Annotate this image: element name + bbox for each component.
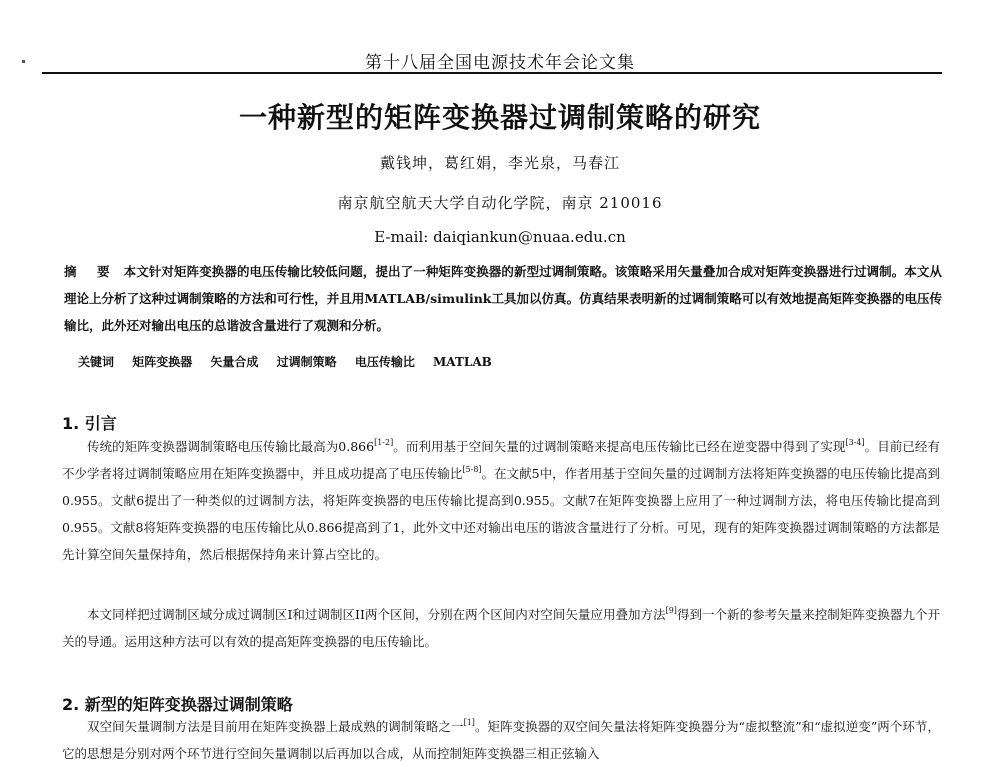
keyword-item: 过调制策略 <box>276 355 337 369</box>
keywords-label: 关键词 <box>78 355 115 369</box>
citation: [9] <box>665 606 677 615</box>
intro-p1-text-d: 。在文献5中，作者用基于空间矢量的过调制方法将矩阵变换器的电压传输比提高到0.955。文献6提出了一种类似的过调制方法，将矩阵变换器的电压传输比提高到0.955。文献7在矩阵变换器上应用了一种过调制方法，将电压传输比提高到0.955。文献8将矩阵变换器的电压传输比从0.866提高到了1，此外文中还对输出电压的谐波含量进行了分析。可见，现有的矩阵变换器过调制策略的方法都是先计算空间矢量保持角，然后根据保持角来计算占空比的。 <box>62 466 940 562</box>
section-heading-strategy: 2. 新型的矩阵变换器过调制策略 <box>62 695 293 714</box>
abstract-text: 本文针对矩阵变换器的电压传输比较低问题，提出了一种矩阵变换器的新型过调制策略。该策略采用矢量叠加合成对矩阵变换器进行过调制。本文从理论上分析了这种过调制策略的方法和可行性，并且用MATLAB/simulink工具加以仿真。仿真结果表明新的过调制策略可以有效地提高矩阵变换器的电压传输比，此外还对输出电压的总谐波含量进行了观测和分析。 <box>64 264 942 333</box>
strategy-p1-text-a: 双空间矢量调制方法是目前用在矩阵变换器上最成熟的调制策略之一 <box>87 719 464 734</box>
keyword-item: MATLAB <box>433 355 492 369</box>
intro-paragraph-1 <box>62 433 940 568</box>
intro-p1-text-b: 。而利用基于空间矢量的过调制策略来提高电压传输比已经在逆变器中得到了实现 <box>393 439 846 454</box>
citation: [3-4] <box>845 438 865 447</box>
citation: [5-8] <box>462 465 482 474</box>
abstract <box>64 258 942 339</box>
keyword-item: 矢量合成 <box>210 355 259 369</box>
conference-header: 第十八届全国电源技术年会论文集 <box>365 53 635 73</box>
citation: [1] <box>463 718 475 727</box>
keywords <box>78 353 506 370</box>
strategy-paragraph-1 <box>62 713 940 767</box>
intro-p1-text-c: 。目前已经有不少学者将过调制策略应用在矩阵变换器中，并且成功提高了电压传输比 <box>62 439 940 481</box>
abstract-label: 摘 要 <box>64 264 118 279</box>
email: E-mail: daiqiankun@nuaa.edu.cn <box>374 228 626 246</box>
citation: [1-2] <box>374 438 394 447</box>
intro-p2-text-b: 得到一个新的参考矢量来控制矩阵变换器九个开关的导通。运用这种方法可以有效的提高矩阵变换器的电压传输比。 <box>62 607 940 649</box>
strategy-p1-text-b: 。矩阵变换器的双空间矢量法将矩阵变换器分为“虚拟整流”和“虚拟逆变”两个环节，它的思想是分别对两个环节进行空间矢量调制以后再加以合成，从而控制矩阵变换器三相正弦输入 <box>62 719 940 761</box>
section-heading-introduction: 1. 引言 <box>62 414 117 433</box>
header-rule <box>42 72 942 74</box>
keyword-item: 电压传输比 <box>354 355 415 369</box>
paper-title: 一种新型的矩阵变换器过调制策略的研究 <box>238 101 761 134</box>
intro-p1-text-a: 传统的矩阵变换器调制策略电压传输比最高为0.866 <box>87 439 375 454</box>
intro-paragraph-2 <box>62 601 940 655</box>
keyword-item: 矩阵变换器 <box>132 355 193 369</box>
authors: 戴钱坤，葛红娟，李光泉，马春江 <box>379 154 620 172</box>
intro-p2-text-a: 本文同样把过调制区域分成过调制区I和过调制区II两个区间，分别在两个区间内对空间矢量应用叠加方法 <box>87 607 666 622</box>
affiliation: 南京航空航天大学自动化学院，南京 210016 <box>337 194 663 212</box>
